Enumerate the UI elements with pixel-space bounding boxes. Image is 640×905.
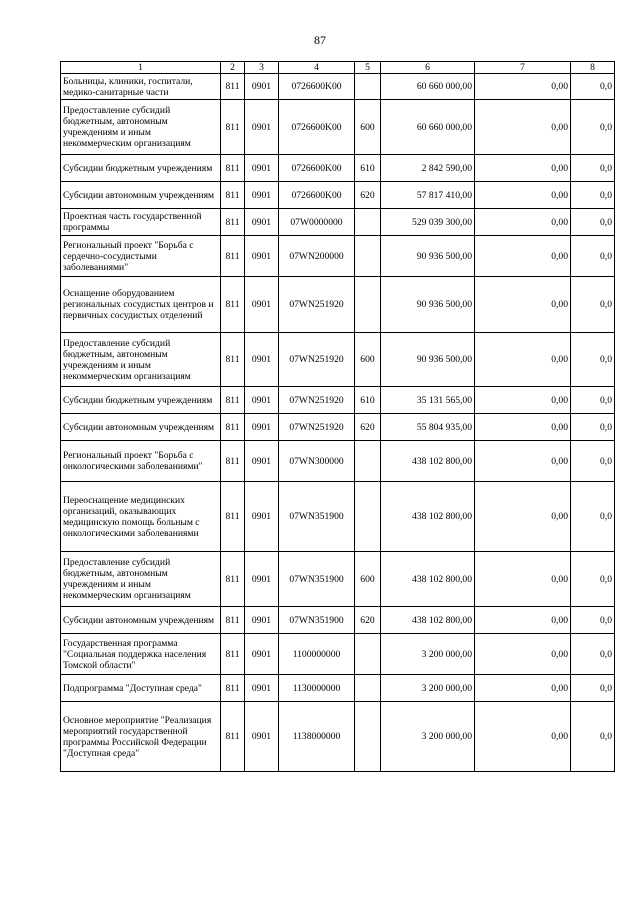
row-name: Государственная программа "Социальная поддержка населения Томской области"	[61, 634, 221, 675]
row-amount-last: 0,0	[571, 675, 615, 702]
row-amount: 3 200 000,00	[381, 702, 475, 772]
row-code-target: 07WN200000	[279, 236, 355, 277]
row-code-target: 0726600K00	[279, 74, 355, 100]
row-code-section: 0901	[245, 607, 279, 634]
row-code-expense-type	[355, 209, 381, 236]
row-code-expense-type	[355, 277, 381, 333]
row-code-target: 07WN351900	[279, 552, 355, 607]
row-name: Основное мероприятие "Реализация мероприятий государственной программы Российской Федерации "Доступная среда"	[61, 702, 221, 772]
row-code-expense-type	[355, 675, 381, 702]
row-code-ministry: 811	[221, 277, 245, 333]
table-row	[61, 155, 615, 182]
table-row	[61, 552, 615, 607]
table-row	[61, 441, 615, 482]
row-amount: 60 660 000,00	[381, 100, 475, 155]
row-amount-last: 0,0	[571, 702, 615, 772]
row-code-section: 0901	[245, 182, 279, 209]
row-code-section: 0901	[245, 155, 279, 182]
row-code-target: 07WN251920	[279, 277, 355, 333]
row-amount-last: 0,0	[571, 482, 615, 552]
row-amount-next: 0,00	[475, 155, 571, 182]
row-code-section: 0901	[245, 414, 279, 441]
row-code-target: 1100000000	[279, 634, 355, 675]
row-code-ministry: 811	[221, 333, 245, 387]
row-code-ministry: 811	[221, 414, 245, 441]
column-header: 7	[475, 62, 571, 74]
row-code-section: 0901	[245, 209, 279, 236]
row-code-section: 0901	[245, 100, 279, 155]
table-row	[61, 182, 615, 209]
row-amount-next: 0,00	[475, 236, 571, 277]
table-row	[61, 74, 615, 100]
row-code-target: 07WN251920	[279, 333, 355, 387]
row-amount-last: 0,0	[571, 414, 615, 441]
row-code-target: 0726600K00	[279, 182, 355, 209]
row-amount-last: 0,0	[571, 155, 615, 182]
row-amount-last: 0,0	[571, 607, 615, 634]
row-code-expense-type	[355, 482, 381, 552]
row-code-expense-type: 600	[355, 100, 381, 155]
row-code-expense-type: 620	[355, 182, 381, 209]
row-amount-last: 0,0	[571, 387, 615, 414]
row-name: Подпрограмма "Доступная среда"	[61, 675, 221, 702]
row-amount-last: 0,0	[571, 100, 615, 155]
row-code-section: 0901	[245, 333, 279, 387]
row-code-expense-type: 600	[355, 552, 381, 607]
row-code-ministry: 811	[221, 74, 245, 100]
row-name: Региональный проект "Борьба с онкологическими заболеваниями"	[61, 441, 221, 482]
row-code-ministry: 811	[221, 182, 245, 209]
row-code-section: 0901	[245, 675, 279, 702]
row-code-expense-type: 600	[355, 333, 381, 387]
row-amount: 3 200 000,00	[381, 634, 475, 675]
row-code-expense-type: 610	[355, 387, 381, 414]
row-code-expense-type	[355, 236, 381, 277]
table-body	[61, 74, 615, 772]
row-amount-next: 0,00	[475, 675, 571, 702]
row-code-section: 0901	[245, 702, 279, 772]
row-amount: 57 817 410,00	[381, 182, 475, 209]
row-name: Субсидии автономным учреждениям	[61, 182, 221, 209]
row-amount-last: 0,0	[571, 236, 615, 277]
row-code-expense-type	[355, 702, 381, 772]
row-code-target: 1130000000	[279, 675, 355, 702]
row-amount-next: 0,00	[475, 277, 571, 333]
row-amount-last: 0,0	[571, 182, 615, 209]
table-row	[61, 387, 615, 414]
row-code-target: 07W0000000	[279, 209, 355, 236]
row-amount: 2 842 590,00	[381, 155, 475, 182]
row-code-section: 0901	[245, 552, 279, 607]
row-code-section: 0901	[245, 277, 279, 333]
row-amount: 90 936 500,00	[381, 236, 475, 277]
table-row	[61, 277, 615, 333]
row-name: Региональный проект "Борьба с сердечно-сосудистыми заболеваниями"	[61, 236, 221, 277]
row-code-section: 0901	[245, 441, 279, 482]
row-code-ministry: 811	[221, 675, 245, 702]
row-amount-next: 0,00	[475, 209, 571, 236]
row-code-section: 0901	[245, 634, 279, 675]
row-name: Субсидии автономным учреждениям	[61, 607, 221, 634]
row-amount-next: 0,00	[475, 182, 571, 209]
table-row	[61, 702, 615, 772]
row-code-ministry: 811	[221, 634, 245, 675]
column-header: 5	[355, 62, 381, 74]
table-header-row	[61, 62, 615, 74]
row-code-section: 0901	[245, 236, 279, 277]
row-code-ministry: 811	[221, 209, 245, 236]
row-amount: 438 102 800,00	[381, 607, 475, 634]
column-header: 2	[221, 62, 245, 74]
row-code-ministry: 811	[221, 702, 245, 772]
row-amount-last: 0,0	[571, 74, 615, 100]
row-amount: 60 660 000,00	[381, 74, 475, 100]
row-amount-last: 0,0	[571, 209, 615, 236]
row-amount-next: 0,00	[475, 702, 571, 772]
table-row	[61, 414, 615, 441]
row-code-target: 07WN300000	[279, 441, 355, 482]
row-amount-next: 0,00	[475, 387, 571, 414]
row-code-ministry: 811	[221, 155, 245, 182]
row-name: Переоснащение медицинских организаций, оказывающих медицинскую помощь больным с онкологическими заболеваниями	[61, 482, 221, 552]
row-code-section: 0901	[245, 387, 279, 414]
row-amount-next: 0,00	[475, 552, 571, 607]
row-amount: 438 102 800,00	[381, 552, 475, 607]
row-name: Оснащение оборудованием региональных сосудистых центров и первичных сосудистых отделений	[61, 277, 221, 333]
row-code-expense-type: 620	[355, 607, 381, 634]
row-code-target: 07WN351900	[279, 482, 355, 552]
row-amount-last: 0,0	[571, 552, 615, 607]
row-amount-last: 0,0	[571, 634, 615, 675]
table-row	[61, 675, 615, 702]
row-code-ministry: 811	[221, 100, 245, 155]
row-amount: 438 102 800,00	[381, 482, 475, 552]
row-name: Больницы, клиники, госпитали, медико-санитарные части	[61, 74, 221, 100]
row-code-target: 07WN251920	[279, 387, 355, 414]
row-amount-next: 0,00	[475, 634, 571, 675]
table-row	[61, 100, 615, 155]
table-row	[61, 634, 615, 675]
row-amount: 35 131 565,00	[381, 387, 475, 414]
row-amount: 90 936 500,00	[381, 277, 475, 333]
table-row	[61, 209, 615, 236]
row-code-target: 0726600K00	[279, 155, 355, 182]
row-amount-next: 0,00	[475, 482, 571, 552]
row-amount: 438 102 800,00	[381, 441, 475, 482]
row-amount-last: 0,0	[571, 333, 615, 387]
row-code-target: 0726600K00	[279, 100, 355, 155]
row-code-ministry: 811	[221, 441, 245, 482]
row-amount-next: 0,00	[475, 74, 571, 100]
column-header: 8	[571, 62, 615, 74]
row-amount-next: 0,00	[475, 100, 571, 155]
row-name: Субсидии бюджетным учреждениям	[61, 387, 221, 414]
column-header: 3	[245, 62, 279, 74]
row-code-ministry: 811	[221, 236, 245, 277]
table-row	[61, 236, 615, 277]
budget-table	[60, 61, 615, 772]
row-code-expense-type: 620	[355, 414, 381, 441]
row-name: Субсидии автономным учреждениям	[61, 414, 221, 441]
row-amount: 529 039 300,00	[381, 209, 475, 236]
row-code-target: 1138000000	[279, 702, 355, 772]
row-amount: 90 936 500,00	[381, 333, 475, 387]
column-header: 1	[61, 62, 221, 74]
table-row	[61, 333, 615, 387]
row-name: Предоставление субсидий бюджетным, автономным учреждениям и иным некоммерческим организациям	[61, 100, 221, 155]
row-amount-next: 0,00	[475, 333, 571, 387]
row-code-ministry: 811	[221, 387, 245, 414]
row-amount: 55 804 935,00	[381, 414, 475, 441]
row-amount: 3 200 000,00	[381, 675, 475, 702]
row-code-expense-type	[355, 441, 381, 482]
row-name: Предоставление субсидий бюджетным, автономным учреждениям и иным некоммерческим организациям	[61, 333, 221, 387]
row-code-expense-type	[355, 634, 381, 675]
page-number: 87	[314, 33, 326, 47]
row-code-section: 0901	[245, 482, 279, 552]
row-amount-next: 0,00	[475, 607, 571, 634]
row-amount-next: 0,00	[475, 441, 571, 482]
row-code-ministry: 811	[221, 552, 245, 607]
row-name: Субсидии бюджетным учреждениям	[61, 155, 221, 182]
row-amount-next: 0,00	[475, 414, 571, 441]
row-name: Предоставление субсидий бюджетным, автономным учреждениям и иным некоммерческим организациям	[61, 552, 221, 607]
column-header: 4	[279, 62, 355, 74]
row-code-ministry: 811	[221, 607, 245, 634]
row-code-expense-type: 610	[355, 155, 381, 182]
row-code-ministry: 811	[221, 482, 245, 552]
row-code-target: 07WN351900	[279, 607, 355, 634]
table-row	[61, 607, 615, 634]
column-header: 6	[381, 62, 475, 74]
row-code-target: 07WN251920	[279, 414, 355, 441]
row-amount-last: 0,0	[571, 277, 615, 333]
table-row	[61, 482, 615, 552]
row-amount-last: 0,0	[571, 441, 615, 482]
row-code-expense-type	[355, 74, 381, 100]
row-name: Проектная часть государственной программы	[61, 209, 221, 236]
row-code-section: 0901	[245, 74, 279, 100]
